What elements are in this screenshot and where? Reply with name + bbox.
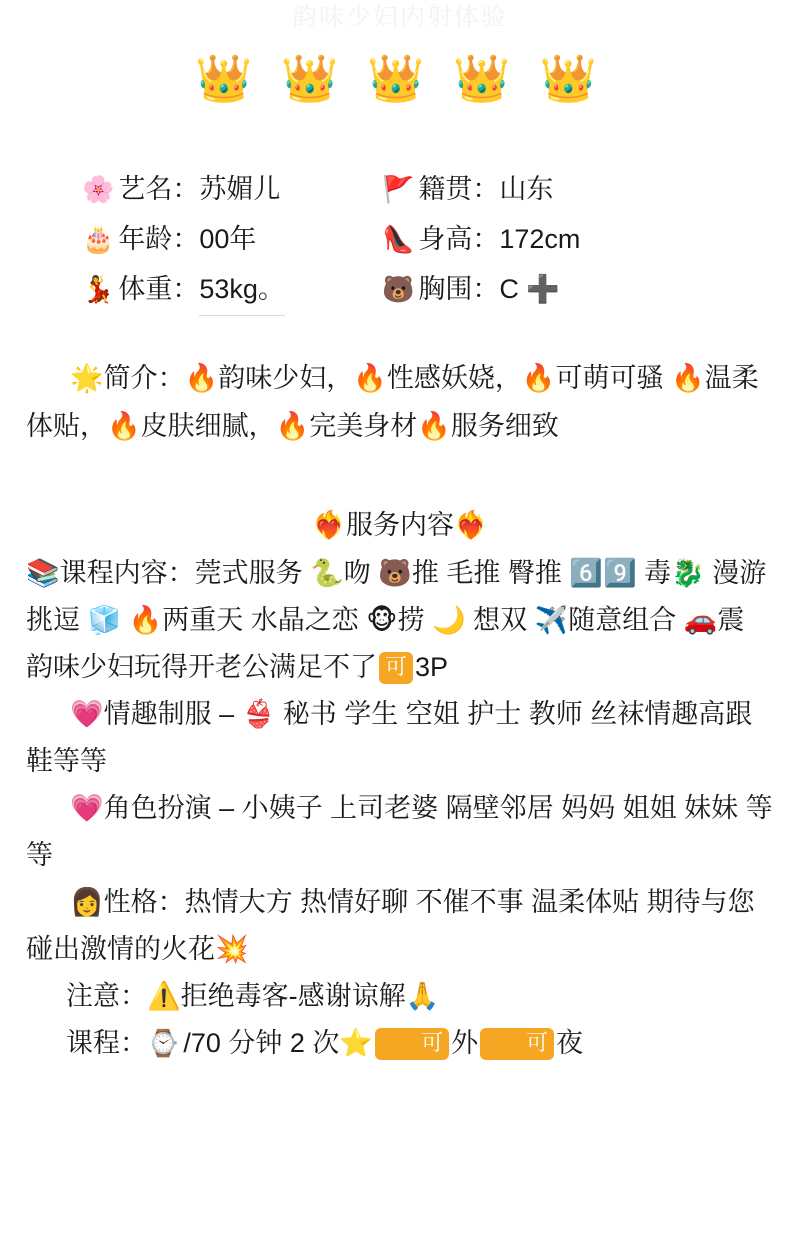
profile-value: 00年 [199,224,257,254]
profile-field-bust [382,264,560,314]
course-time-text: /70 分钟 2 次⭐ [183,1028,374,1058]
spacer [26,450,774,502]
badge-ke-out: 可 [375,1028,449,1060]
faded-title: 韵味少妇内射体验 [291,3,508,31]
badge-out-text: 外 [451,1028,479,1058]
profile-value: 苏媚儿 [199,174,281,204]
service-course-content [26,550,774,691]
profile-label: 胸围： [418,274,500,304]
profile-row [82,264,774,316]
profile-row [82,214,774,264]
flower-icon: 🌸 [82,174,115,204]
badge-night-text: 夜 [556,1028,584,1058]
dancer-icon: 💃 [82,274,115,304]
profile-label: 年龄： [118,224,200,254]
intro-paragraph: 🌟简介：🔥韵味少妇，🔥性感妖娆，🔥可萌可骚 🔥温柔体贴，🔥皮肤细腻，🔥完美身材🔥服务细致 [26,363,759,441]
service-course-text: 📚课程内容：莞式服务 🐍吻 🐻推 毛推 臀推 6️⃣9️⃣ 毒🐉 漫游 挑逗 🧊 🔥两重天 水晶之恋 🐵捞 🌙 想双 ✈️随意组合 🚗震 韵味少妇玩得开老公满足不了 [26,558,767,682]
service-course-tail: 3P [415,652,449,682]
profile-row [82,164,774,214]
profile-field-hometown [382,164,553,214]
profile-field-height [382,214,580,264]
profile-field-weight [82,264,382,316]
birthday-cake-icon: 🎂 [82,224,115,254]
service-course-time-line [26,1020,774,1067]
service-personality-line: 👩性格：热情大方 热情好聊 不催不事 温柔体贴 期待与您碰出激情的火花💥 [26,887,755,964]
profile-value: C ➕ [499,274,560,304]
bear-icon: 🐻 [382,274,415,304]
profile-value: 53kg。 [199,264,285,316]
service-uniform-line: 💗情趣制服 – 👙 秘书 学生 空姐 护士 教师 丝袜情趣高跟鞋等等 [26,699,753,776]
high-heel-icon: 👠 [382,224,415,254]
spacer [26,316,774,354]
profile-value: 山东 [499,174,554,204]
profile-field-stage-name [82,164,382,214]
profile-label: 身高： [418,224,500,254]
profile-label: 体重： [118,274,200,304]
spacer [26,1067,774,1107]
service-notice-line: 注意：⚠️拒绝毒客-感谢谅解🙏 [66,981,440,1011]
services-section-title: ❤️‍🔥服务内容❤️‍🔥 [312,510,488,540]
profile-field-age [82,214,382,264]
flag-icon: 🚩 [382,174,415,204]
spacer [26,110,774,164]
profile-label: 籍贯： [418,174,500,204]
watch-icon: ⌚ [147,1028,180,1058]
service-roleplay-line: 💗角色扮演 – 小姨子 上司老婆 隔壁邻居 妈妈 姐姐 妹妹 等等 [26,793,773,870]
profile-label: 艺名： [118,174,200,204]
badge-ke-night: 可 [480,1028,554,1060]
profile-value: 172cm [499,224,581,254]
profile-info-block [26,164,774,316]
badge-ke: 可 [379,652,413,684]
crown-icons: 👑 👑 👑 👑 👑 [195,52,605,104]
course-time-label: 课程： [66,1028,147,1058]
